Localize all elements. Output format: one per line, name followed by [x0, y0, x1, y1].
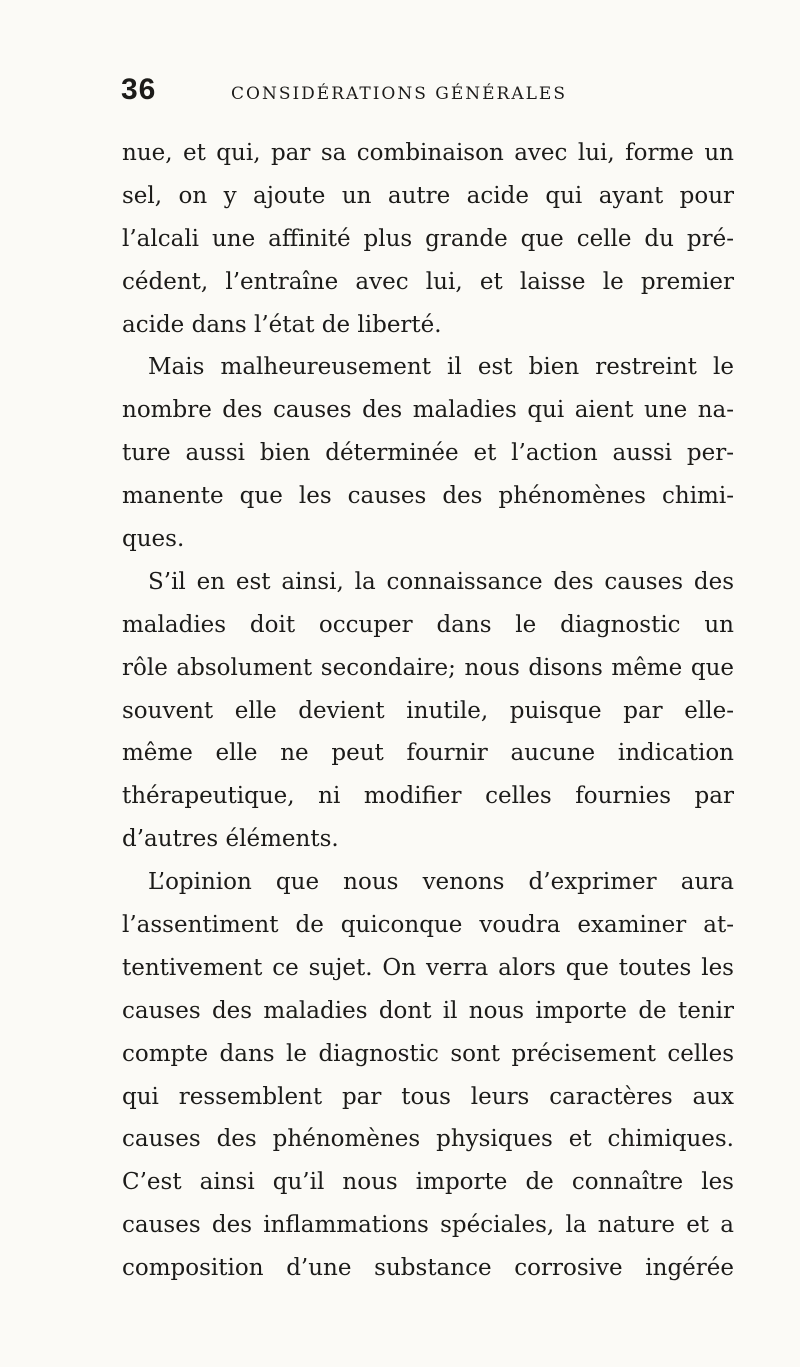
- text-line: même elle ne peut fournir aucune indication: [122, 740, 734, 767]
- text-line: C’est ainsi qu’il nous importe de connaître les: [122, 1169, 734, 1196]
- text-line: causes des maladies dont il nous importe de tenir: [122, 997, 734, 1024]
- text-line: thérapeutique, ni modifier celles fournies par: [122, 783, 734, 810]
- text-line: composition d’une substance corrosive ingérée: [122, 1255, 734, 1282]
- text-line: ture aussi bien déterminée et l’action aussi per-: [122, 440, 734, 467]
- running-title: CONSIDÉRATIONS GÉNÉRALES: [231, 84, 567, 104]
- text-line: nombre des causes des maladies qui aient une na-: [122, 397, 734, 424]
- page-header: [121, 72, 721, 112]
- text-line: compte dans le diagnostic sont précisement celles: [122, 1040, 734, 1067]
- text-line: rôle absolument secondaire; nous disons même que: [122, 654, 734, 681]
- text-line: qui ressemblent par tous leurs caractères aux: [122, 1083, 734, 1110]
- text-line: sel, on y ajoute un autre acide qui ayant pour: [122, 182, 734, 209]
- page-number: 36: [121, 73, 157, 106]
- text-line: l’alcali une affinité plus grande que celle du pré-: [122, 225, 734, 252]
- text-line: tentivement ce sujet. On verra alors que toutes les: [122, 954, 734, 981]
- text-line: ques.: [122, 526, 185, 553]
- text-line: L’opinion que nous venons d’exprimer aura: [148, 869, 734, 896]
- text-line: nue, et qui, par sa combinaison avec lui, forme un: [122, 140, 734, 166]
- text-line: causes des inflammations spéciales, la nature et a: [122, 1212, 734, 1239]
- text-line: maladies doit occuper dans le diagnostic un: [122, 611, 734, 638]
- text-line: cédent, l’entraîne avec lui, et laisse le premier: [122, 268, 734, 295]
- text-line: causes des phénomènes physiques et chimiques.: [122, 1126, 734, 1153]
- text-line: l’assentiment de quiconque voudra examiner at-: [122, 912, 734, 939]
- text-line: souvent elle devient inutile, puisque par elle-: [122, 697, 734, 724]
- text-line: Mais malheureusement il est bien restreint le: [148, 354, 734, 381]
- body-text: [122, 132, 734, 1290]
- text-line: manente que les causes des phénomènes chimi-: [122, 483, 734, 510]
- text-line: acide dans l’état de liberté.: [122, 311, 442, 338]
- text-line: d’autres éléments.: [122, 826, 339, 853]
- text-line: S’il en est ainsi, la connaissance des causes des: [148, 568, 734, 595]
